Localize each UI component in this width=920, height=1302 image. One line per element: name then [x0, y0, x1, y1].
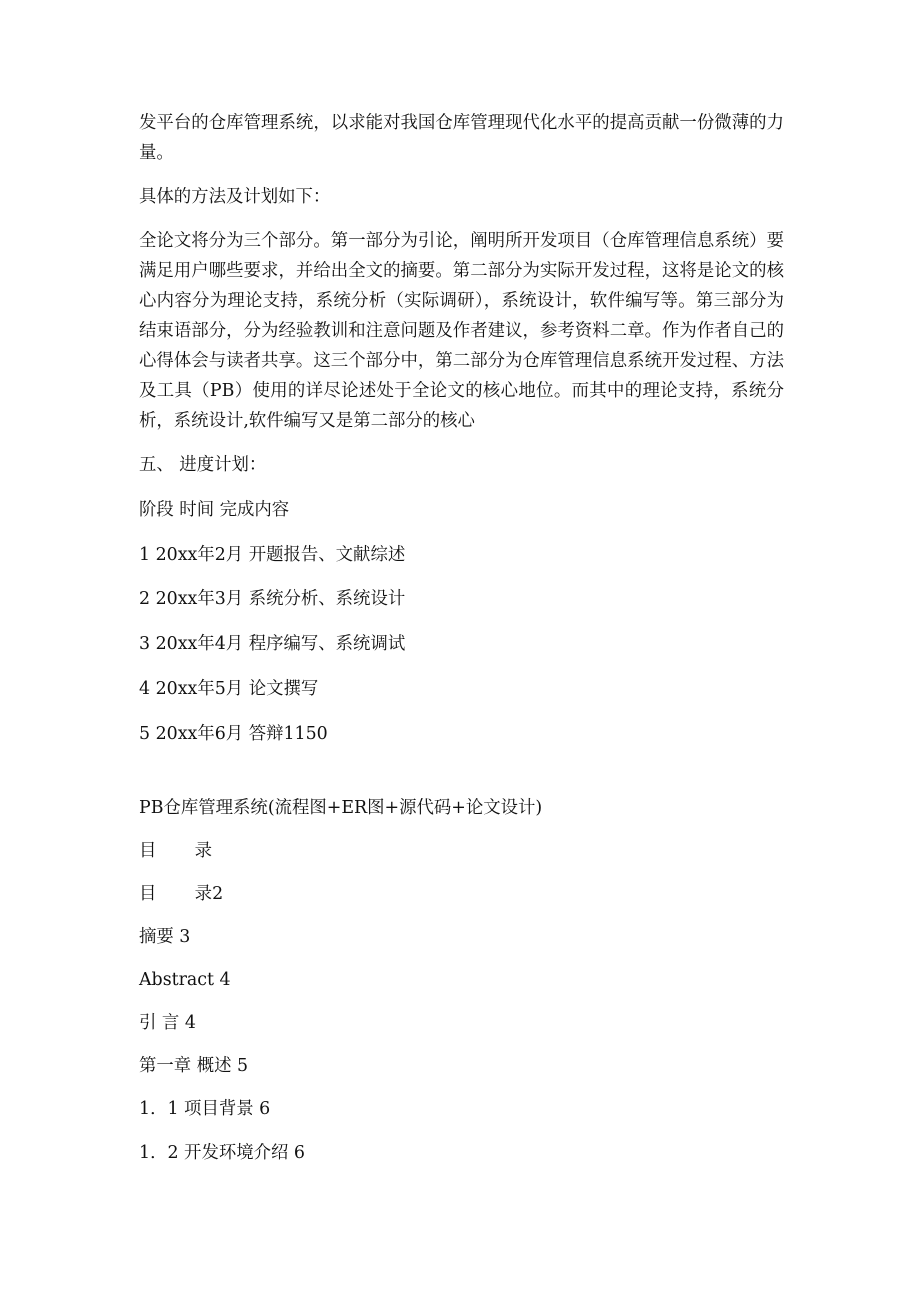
schedule-row: 1 20xx年2月 开题报告、文献综述	[139, 544, 406, 565]
toc-item-right: 录2	[194, 883, 224, 904]
toc-item-left: 目	[139, 883, 157, 904]
schedule-row: 4 20xx年5月 论文撰写	[139, 678, 319, 699]
toc-item[interactable]: 1．2 开发环境介绍 6	[139, 1142, 305, 1163]
paragraph-method-heading: 具体的方法及计划如下：	[139, 187, 331, 207]
toc-heading-right: 录	[194, 840, 213, 861]
document-body	[139, 108, 784, 1168]
toc-heading	[139, 836, 784, 866]
schedule-row: 5 20xx年6月 答辩1150	[139, 723, 328, 744]
toc-item[interactable]: 第一章 概述 5	[139, 1056, 249, 1077]
schedule-heading: 五、 进度计划：	[139, 455, 267, 475]
paragraph-intro-end: 发平台的仓库管理系统，以求能对我国仓库管理现代化水平的提高贡献一份微薄的力量。	[139, 113, 784, 163]
second-title: PB仓库管理系统(流程图+ER图+源代码+论文设计)	[139, 797, 543, 818]
paragraph-structure: 全论文将分为三个部分。第一部分为引论，阐明所开发项目（仓库管理信息系统）要满足用户哪些要求，并给出全文的摘要。第二部分为实际开发过程，这将是论文的核心内容分为理论支持，系统分析（实际调研），系统设计，软件编写等。第三部分为结束语部分，分为经验教训和注意问题及作者建议，参考资料二章。作为作者自己的心得体会与读者共享。这三个部分中，第二部分为仓库管理信息系统开发过程、方法及工具（PB）使用的详尽论述处于全论文的核心地位。而其中的理论支持，系统分析，系统设计,软件编写又是第二部分的核心	[139, 231, 784, 431]
schedule-row: 2 20xx年3月 系统分析、系统设计	[139, 589, 406, 610]
toc-item[interactable]: 1．1 项目背景 6	[139, 1099, 271, 1120]
toc-item[interactable]: 引 言 4	[139, 1013, 196, 1034]
toc-heading-left: 目	[139, 840, 157, 861]
toc-item[interactable]: Abstract 4	[139, 970, 231, 991]
toc-item[interactable]	[139, 879, 784, 909]
toc-item[interactable]: 摘要 3	[139, 927, 191, 948]
schedule-row: 3 20xx年4月 程序编写、系统调试	[139, 634, 406, 655]
section-spacer	[139, 749, 784, 793]
schedule-columns: 阶段 时间 完成内容	[139, 499, 290, 520]
